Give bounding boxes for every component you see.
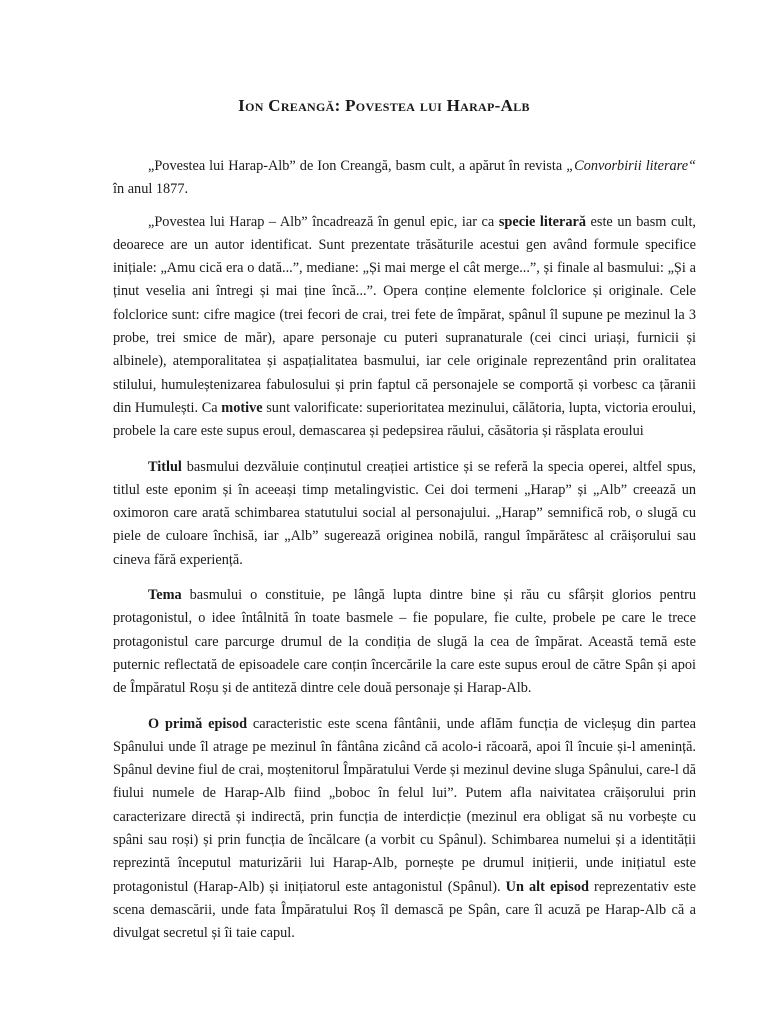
text-run: este un basm cult, deoarece are un autor identificat. Sunt prezentate trăsăturile acestui gen având formule specifice inițiale: „Amu cică era o dată...”, mediane: „Și mai merge el cât merge...”, și finale al basmului: „Și a ținut veselia ani întregi și mai ține încă...”. Opera conține elemente folclorice și originale. Cele folclorice sunt: cifre magice (trei fecori de crai, trei fete de împărat, spânul îl supune pe mezinul la 3 probe, trei smice de măr), apare personaje cu puteri supranaturale (cei cinci uriași, furnicii și albinele), atemporalitatea și aspațialitatea basmului, iar cele originale reprezentând prin oralitatea stilului, humuleștenizarea fabulosului și prin faptul că personajele se comportă și vorbesc ca țăranii din Humulești. Ca <box>113 213 696 416</box>
bold-term: Tema <box>148 587 182 604</box>
text-run: reprezentativ este scena demascării, unde fata Împăratului Roș îl demască pe Spân, care îl acuză pe Harap-Alb că a divulgat secretul și îi taie capul. <box>113 878 696 942</box>
bold-term: motive <box>221 399 263 416</box>
text-run: sunt valorificate: superioritatea mezinului, călătoria, lupta, victoria eroului, probele la care este supus eroul, demascarea și pedepsirea răului, căsătoria și răsplata eroului <box>113 399 697 440</box>
text-run: basmului o constituie, pe lângă lupta dintre bine și rău cu sfârșit glorios pentru protagonistul, o idee întâlnită în toate basmele – fie populare, fie culte, probele pe care le trece protagonistul care parcurge drumul de la condiția de slugă la cea de împărat. Această temă este puternic reflectată de episoadele care conțin încercările la care este supus eroul de către Spân și apoi de Împăratul Roșu și de antiteză dintre cele două personaje și Harap-Alb. <box>113 587 696 697</box>
page-title: Ion Creangă: Povestea lui Harap-Alb <box>238 96 530 115</box>
text-run: în anul 1877. <box>113 181 189 198</box>
bold-term: Titlul <box>148 458 182 475</box>
text-run: basmului dezvăluie conținutul creației artistice și se referă la specia operei, altfel spus, titlul este eponim și în aceeași timp metalingvistic. Cei doi termeni „Harap” și „Alb” creează un oximoron care arată schimbarea statutului social al personajului. „Harap” semnifică rob, o slugă cu piele de culoare închisă, iar „Alb” sugerează originea nobilă, rangul împărătesc al crăișorului sau cineva fără experiență. <box>113 458 696 568</box>
text-run: „Povestea lui Harap – Alb” încadrează în genul epic, iar ca <box>148 213 499 230</box>
paragraph-theme <box>113 584 696 700</box>
paragraph-intro <box>113 155 696 202</box>
paragraph-episodes <box>113 713 696 946</box>
journal-name: „Convorbirii literare“ <box>566 158 696 174</box>
paragraph-genre <box>113 211 696 444</box>
bold-term: specie literară <box>498 213 586 230</box>
paragraph-title <box>113 456 696 572</box>
text-run: caracteristic este scena fântânii, unde aflăm funcția de vicleșug din partea Spânului unde îl atrage pe mezinul în fântâna zicând că acolo-i răcoară, apoi îl încuie și-l amenință. Spânul devine fiul de crai, moștenitorul Împăratului Verde și mezinul devine sluga Spânului, care-l dă fiului numele de Harap-Alb fiind „boboc în felul lui”. Putem afla naivitatea crăișorului prin caracterizare directă și indirectă, prin funcția de interdicție (mezinul era obligat să nu vorbește cu spâni sau roși) și prin funcția de încălcare (a vorbit cu Spânul). Schimbarea numelui și a identității reprezintă începutul maturizării lui Harap-Alb, pornește pe drumul inițierii, unde inițiatul este protagonistul (Harap-Alb) și inițiatorul este antagonistul (Spânul). <box>113 715 697 895</box>
document-body <box>113 155 696 958</box>
text-run: „Povestea lui Harap-Alb” de Ion Creangă, basm cult, a apărut în revista <box>148 158 567 174</box>
bold-term: Un alt episod <box>505 878 589 895</box>
bold-term: O primă episod <box>148 715 248 732</box>
